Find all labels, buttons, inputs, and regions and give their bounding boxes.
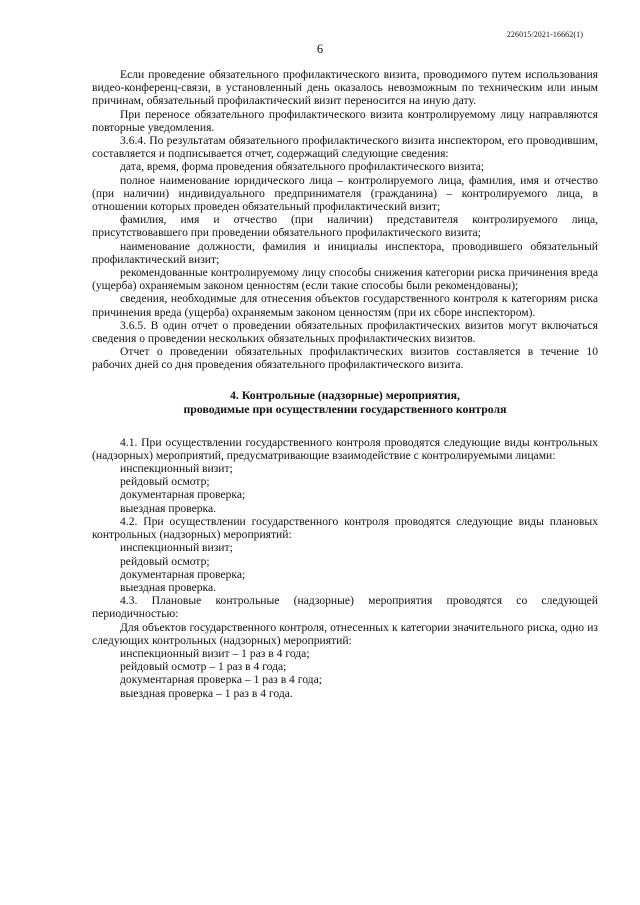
list-item: рейдовый осмотр; <box>120 554 210 568</box>
list-item: выездная проверка. <box>120 501 217 515</box>
document-registration-number: 226015/2021-16662(1) <box>506 30 583 39</box>
list-item: рейдовый осмотр – 1 раз в 4 года; <box>120 660 287 674</box>
list-item: документарная проверка; <box>120 488 246 502</box>
paragraph: Для объектов государственного контроля, отнесенных к категории значительного риска, одно из следующих контрольных (надзорных) мероприятий: <box>92 620 598 647</box>
paragraph-3-6-4: 3.6.4. По результатам обязательного профилактического визита инспектором, его проводившим, составляется и подписывается отчет, содержащий следующие сведения: <box>92 134 598 161</box>
paragraph: Отчет о проведении обязательных профилактических визитов составляется в течение 10 рабочих дней со дня проведения обязательного профилактического визита. <box>92 345 598 372</box>
heading-line: 4. Контрольные (надзорные) мероприятия, <box>230 387 460 402</box>
report-item: фамилия, имя и отчество (при наличии) представителя контролируемого лица, присутствовавшего при проведении обязательного профилактического визита; <box>92 213 598 240</box>
paragraph: Если проведение обязательного профилактического визита, проводимого путем использования видео-конференц-связи, в установленный день оказалось невозможным по техническим или иным причинам, обязательный профилактический визит переносится на иную дату. <box>92 68 598 108</box>
page-number: 6 <box>316 42 324 56</box>
list-item: выездная проверка. <box>120 580 217 594</box>
section-4-heading <box>92 388 598 416</box>
report-item: сведения, необходимые для отнесения объектов государственного контроля к категориям риска причинения вреда (ущерба) охраняемым законом ценностям (при их сборе инспектором). <box>92 292 598 319</box>
report-item: рекомендованные контролируемому лицу способы снижения категории риска причинения вреда (ущерба) охраняемым законом ценностям (если такие способы были рекомендованы); <box>92 266 598 293</box>
document-body <box>92 68 598 700</box>
list-item: документарная проверка – 1 раз в 4 года; <box>120 673 322 687</box>
list-item: рейдовый осмотр; <box>120 475 210 489</box>
list-item: инспекционный визит – 1 раз в 4 года; <box>120 646 310 660</box>
paragraph-4-1: 4.1. При осуществлении государственного контроля проводятся следующие виды контрольных (надзорных) мероприятий, предусматривающие взаимодействие с контролируемыми лицами: <box>92 435 598 462</box>
paragraph-3-6-5: 3.6.5. В один отчет о проведении обязательных профилактических визитов могут включаться сведения о проведении нескольких обязательных профилактических визитов. <box>92 318 598 346</box>
list-item: инспекционный визит; <box>120 541 233 555</box>
paragraph: При переносе обязательного профилактического визита контролируемому лицу направляются повторные уведомления. <box>92 107 598 134</box>
list-item: выездная проверка – 1 раз в 4 года. <box>120 686 293 700</box>
list-item: инспекционный визит; <box>120 462 233 476</box>
paragraph-4-3: 4.3. Плановые контрольные (надзорные) мероприятия проводятся со следующей периодичностью: <box>92 594 598 621</box>
report-item: дата, время, форма проведения обязательного профилактического визита; <box>120 160 485 174</box>
paragraph-4-2: 4.2. При осуществлении государственного контроля проводятся следующие виды плановых контрольных (надзорных) мероприятий: <box>92 514 598 542</box>
heading-line: проводимые при осуществлении государственного контроля <box>183 401 507 416</box>
report-item: наименование должности, фамилия и инициалы инспектора, проводившего обязательный профилактический визит; <box>92 239 598 266</box>
list-item: документарная проверка; <box>120 567 246 581</box>
report-item: полное наименование юридического лица – контролируемого лица, фамилия, имя и отчество (при наличии) индивидуального предпринимателя (гражданина) – контролируемого лица, в отношении которых проведен обязательный профилактический визит; <box>92 173 598 214</box>
